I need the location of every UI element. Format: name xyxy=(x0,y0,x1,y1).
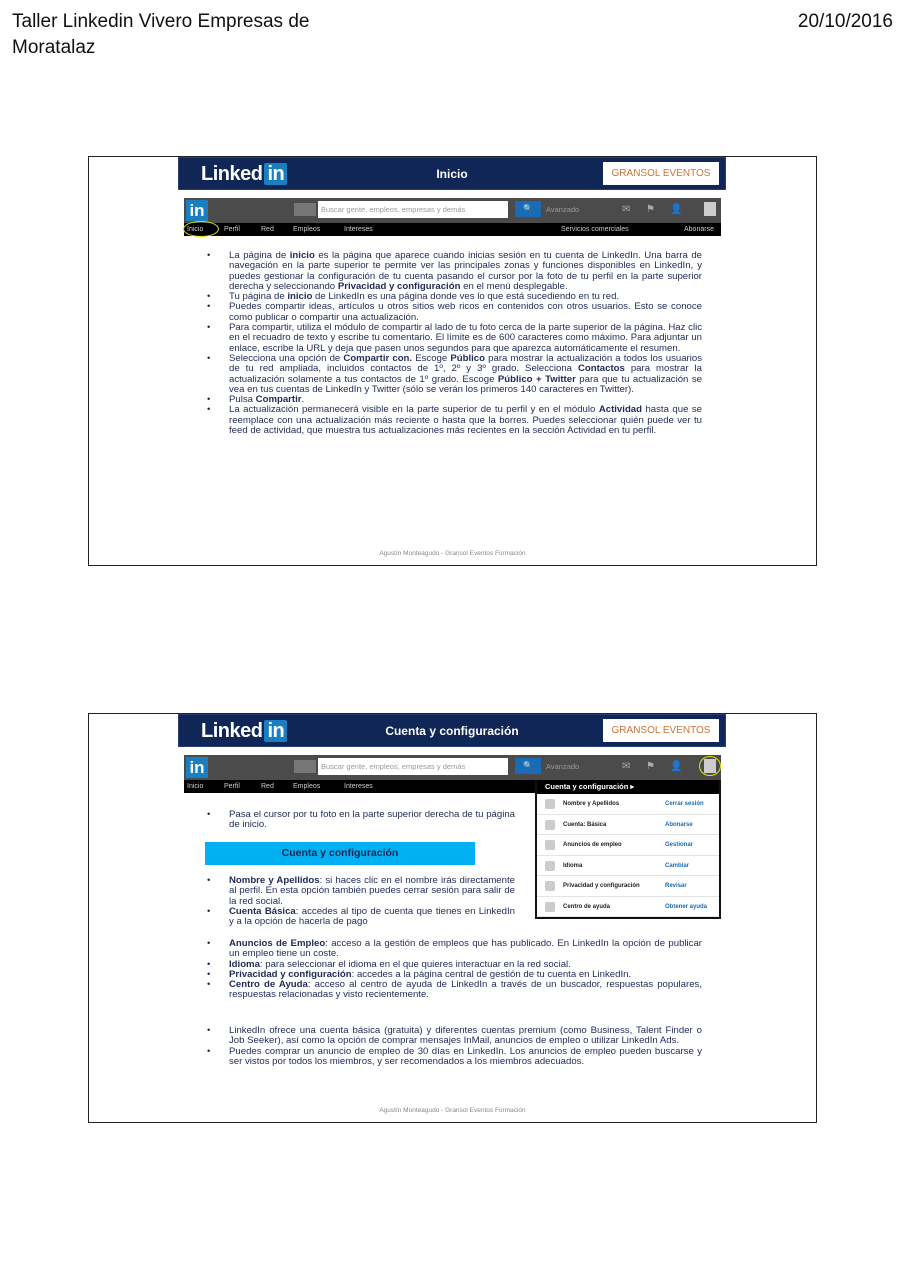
text: para mostrar la actualización solamente a tus contactos de 1º grado. Escoge xyxy=(229,363,702,385)
add-connection-icon[interactable]: 👤 xyxy=(670,204,683,215)
text: : acceso al centro de ayuda de LinkedIn a través de un buscador, respuestas populares, respuestas relacionadas y visto recientemente. xyxy=(229,979,703,1001)
intro-bullets xyxy=(205,810,515,831)
nav-intereses[interactable]: Intereses xyxy=(344,226,373,233)
section-label: Cuenta y configuración xyxy=(205,842,475,865)
bold-text: Público xyxy=(450,352,486,364)
linkedin-home-icon[interactable]: in xyxy=(186,200,208,221)
nav-inicio[interactable]: Inicio xyxy=(187,226,204,233)
text: para mostrar la actualización a todos los usuarios de tu red ampliada, incluidos contactos de 1º, 2º y 3º grado. Selecciona xyxy=(229,352,703,375)
text: hasta que se reemplace con una actualización más reciente o hasta que la borres. Puedes seleccionar quién puede ver tu feed de actividad, que muestra tus actualizaciones más recientes en la sección Actividad en tu perfil. xyxy=(229,404,702,437)
logo-word: Linked xyxy=(201,720,263,742)
advanced-search-link[interactable]: Avanzado xyxy=(546,205,580,214)
text: es la página que aparece cuando inicias sesión en tu cuenta de LinkedIn. Una barra de navegación en la parte superior te permite ver las principales zonas y funciones disponibles en LinkedIn, y puedes gestionar la configuración de tu cuenta pasando el cursor por la foto de tu perfil en la parte superior derecha y seleccionando xyxy=(229,250,702,292)
logo-in: in xyxy=(264,720,287,742)
bold-text: Cuenta Básica xyxy=(229,905,296,917)
bullet-item xyxy=(205,907,515,928)
search-category-icon[interactable] xyxy=(294,203,316,216)
bullet-item xyxy=(205,302,702,323)
text: Puedes comprar un anuncio de empleo de 30 días en LinkedIn. Los anuncios de empleo pueden buscarse y ser vistos por todos los miembros, y ser recomendados a los miembros adecuados. xyxy=(229,1045,702,1067)
logo-in: in xyxy=(264,163,287,185)
linkedin-logo xyxy=(201,163,287,186)
text: Pulsa xyxy=(229,394,256,406)
bold-text: inicio xyxy=(287,291,313,303)
bold-text: inicio xyxy=(289,250,315,261)
nav-perfil[interactable]: Perfil xyxy=(224,226,240,233)
search-input[interactable]: Buscar gente, empleos, empresas y demás xyxy=(318,201,508,218)
slide-footer: Agustín Monteagudo - Gransol Eventos Formación xyxy=(379,550,526,557)
bullet-item xyxy=(205,1026,702,1047)
slide-title-bar xyxy=(178,714,726,747)
dropdown-item[interactable] xyxy=(537,794,719,815)
linkedin-home-icon[interactable]: in xyxy=(186,757,208,778)
search-button[interactable]: 🔍 xyxy=(515,201,541,217)
text: Selecciona una opción de xyxy=(229,352,344,364)
text: Pasa el cursor por tu foto en la parte superior derecha de tu página de inicio. xyxy=(229,809,515,831)
text: : si haces clic en el nombre irás directamente al perfil. En esta opción también puedes cerrar sesión para salir de la red social. xyxy=(229,875,515,907)
wide-bullets xyxy=(205,939,702,1001)
slide-cuenta-configuracion xyxy=(88,713,817,1123)
search-button[interactable]: 🔍 xyxy=(515,758,541,774)
gransol-logo-text: GRANSOL EVENTOS xyxy=(611,168,711,179)
item-icon xyxy=(545,881,555,891)
extra-bullets xyxy=(205,1026,702,1067)
slide-footer: Agustín Monteagudo - Gransol Eventos Formación xyxy=(379,1107,526,1114)
nav-inicio[interactable]: Inicio xyxy=(187,783,204,790)
bold-text: Contactos xyxy=(577,363,625,375)
bullet-item xyxy=(205,323,702,354)
messages-icon[interactable]: ✉ xyxy=(622,204,631,215)
bold-text: Idioma xyxy=(229,958,260,970)
search-category-icon[interactable] xyxy=(294,760,316,773)
dropdown-item[interactable] xyxy=(537,856,719,877)
text: LinkedIn ofrece una cuenta básica (gratuita) y diferentes cuentas premium (como Business, Talent Finder o Job Seeker), así como la opción de comprar mensajes InMail, anuncios de empleo o utilizar LinkedIn Ads. xyxy=(229,1025,702,1047)
item-action-link[interactable]: Abonarse xyxy=(665,821,693,828)
bold-text: Centro de Ayuda xyxy=(229,979,308,991)
slide-title: Cuenta y configuración xyxy=(385,724,519,738)
item-icon xyxy=(545,840,555,850)
profile-photo-icon[interactable] xyxy=(704,202,716,216)
bullet-item xyxy=(205,876,515,907)
nav-red[interactable]: Red xyxy=(261,783,274,790)
bullet-item xyxy=(205,939,702,960)
text: en el menú desplegable. xyxy=(460,280,568,292)
logo-word: Linked xyxy=(201,163,263,185)
text: La actualización permanecerá visible en la parte superior de tu perfil y en el módulo xyxy=(229,404,599,416)
bold-text: Anuncios de Empleo xyxy=(229,938,326,949)
item-label: Cuenta: Básica xyxy=(563,821,607,828)
item-action-link[interactable]: Cerrar sesión xyxy=(665,801,704,807)
nav-intereses[interactable]: Intereses xyxy=(344,783,373,790)
item-icon xyxy=(545,820,555,830)
linkedin-subnav xyxy=(184,223,721,236)
linkedin-navbar xyxy=(184,198,721,223)
bold-text: Público + Twitter xyxy=(497,373,576,385)
narrow-bullets xyxy=(205,876,515,927)
bullet-item xyxy=(205,251,702,292)
item-icon xyxy=(545,861,555,871)
item-label: Idioma xyxy=(563,862,583,869)
notifications-flag-icon[interactable]: ⚑ xyxy=(646,761,655,772)
item-action-link[interactable]: Obtener ayuda xyxy=(665,903,708,910)
text: La página de xyxy=(229,250,290,261)
bullet-item xyxy=(205,980,702,1001)
messages-icon[interactable]: ✉ xyxy=(622,761,631,772)
dropdown-header-label: Cuenta y configuración xyxy=(545,782,629,791)
text: Escoge xyxy=(412,352,451,364)
bold-text: Privacidad y configuración xyxy=(229,968,352,980)
slide-bullets xyxy=(205,251,702,436)
highlight-circle xyxy=(183,221,219,237)
text: : accedes a la página central de gestión de tu cuenta en LinkedIn. xyxy=(351,968,632,980)
search-input[interactable]: Buscar gente, empleos, empresas y demás xyxy=(318,758,508,775)
item-label: Anuncios de empleo xyxy=(563,842,622,848)
gransol-logo xyxy=(603,162,719,185)
text: Para compartir, utiliza el módulo de compartir al lado de tu foto cerca de la parte superior de la página. Haz clic en el recuadro de texto y escribe tu comentario. El límite es de 600 caracteres como máximo. Para adjuntar un enlace, escribe la URL y deja que pasen unos segundos para que aparezca automáticamente el resumen. xyxy=(229,322,702,354)
slide-inicio xyxy=(88,156,817,566)
notifications-flag-icon[interactable]: ⚑ xyxy=(646,204,655,215)
gransol-logo xyxy=(603,719,719,742)
linkedin-logo xyxy=(201,720,287,743)
nav-perfil[interactable]: Perfil xyxy=(224,783,240,790)
item-icon xyxy=(545,902,555,912)
linkedin-navbar xyxy=(184,755,721,780)
slide-title-bar xyxy=(178,157,726,190)
dropdown-item[interactable] xyxy=(537,897,719,918)
bullet-item xyxy=(205,405,702,436)
dropdown-item[interactable] xyxy=(537,835,719,856)
dropdown-item[interactable] xyxy=(537,815,719,836)
text: Tu página de xyxy=(229,291,288,303)
bold-text: Nombre y Apellidos xyxy=(229,875,320,886)
text: de LinkedIn es una página donde ves lo que está sucediendo en tu red. xyxy=(312,291,620,303)
nav-abonarse[interactable]: Abonarse xyxy=(684,226,714,233)
text: para que tu actualización se vea en tus cuentas de LinkedIn y Twitter (sólo se verán los primeros 140 caracteres en Twitter). xyxy=(229,373,702,395)
text: . xyxy=(301,394,305,406)
text: : para seleccionar el idioma en el que quieres interactuar en la red social. xyxy=(259,958,571,970)
bullet-item xyxy=(205,1047,702,1068)
item-action-link[interactable]: Cambiar xyxy=(665,862,690,869)
nav-servicios-comerciales[interactable]: Servicios comerciales xyxy=(561,226,629,233)
text: Puedes compartir ideas, artículos u otros sitios web ricos en contenidos con otros usuarios. Esto se conoce como publicar o compartir una actualización. xyxy=(229,301,702,323)
bold-text: Privacidad y configuración xyxy=(337,280,461,292)
item-icon xyxy=(545,799,555,809)
bullet-item xyxy=(205,354,702,395)
dropdown-item[interactable] xyxy=(537,876,719,897)
nav-empleos[interactable]: Empleos xyxy=(293,783,321,790)
item-action-link[interactable]: Revisar xyxy=(665,883,687,889)
document-date: 20/10/2016 xyxy=(797,11,893,32)
item-label: Nombre y Apellidos xyxy=(563,801,620,807)
item-label: Privacidad y configuración xyxy=(563,883,640,889)
bullet-item xyxy=(205,810,515,831)
slide-title: Inicio xyxy=(436,167,468,181)
item-label: Centro de ayuda xyxy=(563,903,611,910)
document-title: Taller Linkedin Vivero Empresas de Moratalaz xyxy=(12,11,310,58)
bold-text: Compartir xyxy=(255,394,302,406)
nav-empleos[interactable]: Empleos xyxy=(293,226,321,233)
bold-text: Actividad xyxy=(598,404,642,416)
add-connection-icon[interactable]: 👤 xyxy=(670,761,683,772)
gransol-logo-text: GRANSOL EVENTOS xyxy=(611,725,711,736)
highlight-circle xyxy=(699,756,721,776)
text: : accedes al tipo de cuenta que tienes en LinkedIn y a la opción de hacerla de pago xyxy=(229,905,515,928)
nav-red[interactable]: Red xyxy=(261,226,274,233)
bold-text: Compartir con. xyxy=(343,352,413,364)
text: : acceso a la gestión de empleos que has publicado. En LinkedIn la opción de publicar un empleo tiene un coste. xyxy=(229,938,702,960)
dropdown-header: Cuenta y configuración ▸ xyxy=(537,780,719,794)
advanced-search-link[interactable]: Avanzado xyxy=(546,762,580,771)
account-settings-dropdown xyxy=(535,780,721,919)
item-action-link[interactable]: Gestionar xyxy=(665,842,694,848)
